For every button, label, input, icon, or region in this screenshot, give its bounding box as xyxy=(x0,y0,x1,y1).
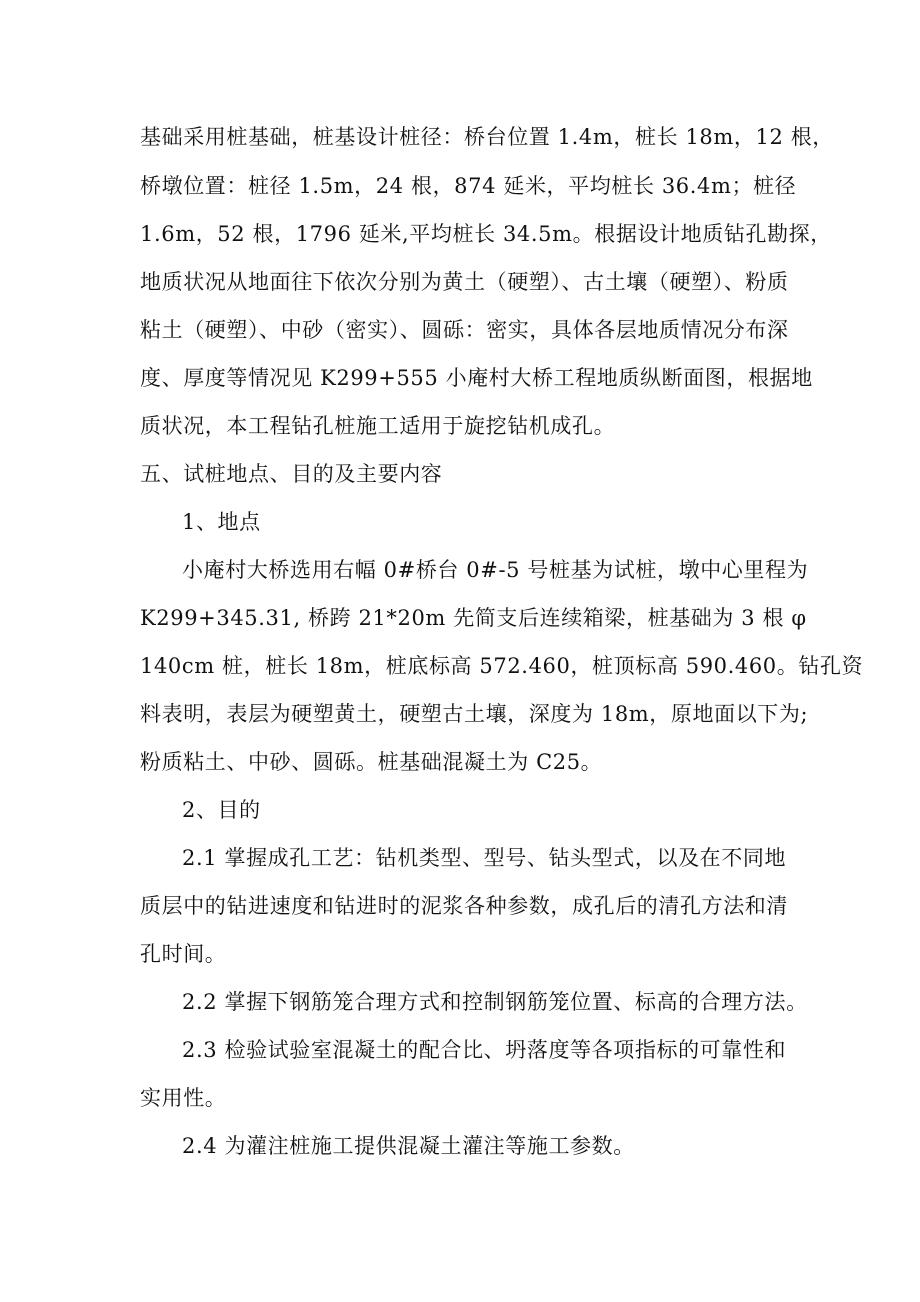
paragraph-line: 粘土（硬塑）、中砂（密实）、圆砾：密实，具体各层地质情况分布深 xyxy=(140,318,789,342)
paragraph-line: 桥墩位置：桩径 1.5m，24 根，874 延米，平均桩长 36.4m；桩径 xyxy=(140,174,797,198)
paragraph-line: 孔时间。 xyxy=(140,942,227,966)
section-heading: 五、试桩地点、目的及主要内容 xyxy=(140,462,443,486)
paragraph-line: 2.3 检验试验室混凝土的配合比、坍落度等各项指标的可靠性和 xyxy=(182,1038,787,1062)
paragraph-line: 基础采用桩基础，桩基设计桩径：桥台位置 1.4m，桩长 18m，12 根， xyxy=(140,125,834,149)
subsection-heading: 1、地点 xyxy=(182,510,261,534)
paragraph-line: 2.1 掌握成孔工艺：钻机类型、型号、钻头型式，以及在不同地 xyxy=(182,846,787,870)
paragraph-line: 1.6m，52 根，1796 延米,平均桩长 34.5m。根据设计地质钻孔勘探， xyxy=(140,222,832,246)
paragraph-line: 140cm 桩，桩长 18m，桩底标高 572.460，桩顶标高 590.460。钻孔资 xyxy=(140,654,864,678)
paragraph-line: 小庵村大桥选用右幅 0#桥台 0#-5 号桩基为试桩，墩中心里程为 xyxy=(182,558,809,582)
paragraph-line: 2.4 为灌注桩施工提供混凝土灌注等施工参数。 xyxy=(182,1134,635,1158)
paragraph-line: 度、厚度等情况见 K299+555 小庵村大桥工程地质纵断面图，根据地 xyxy=(140,366,813,390)
paragraph-line: 粉质粘土、中砂、圆砾。桩基础混凝土为 C25。 xyxy=(140,750,603,774)
paragraph-line: K299+345.31, 桥跨 21*20m 先简支后连续箱梁，桩基础为 3 根 φ xyxy=(140,606,807,630)
paragraph-line: 地质状况从地面往下依次分别为黄土（硬塑）、古土壤（硬塑）、粉质 xyxy=(140,270,789,294)
subsection-heading: 2、目的 xyxy=(182,798,261,822)
paragraph-line: 2.2 掌握下钢筋笼合理方式和控制钢筋笼位置、标高的合理方法。 xyxy=(182,990,808,1014)
paragraph-line: 质状况，本工程钻孔桩施工适用于旋挖钻机成孔。 xyxy=(140,414,616,438)
paragraph-line: 质层中的钻进速度和钻进时的泥浆各种参数，成孔后的清孔方法和清 xyxy=(140,894,788,918)
paragraph-line: 料表明，表层为硬塑黄土，硬塑古土壤，深度为 18m，原地面以下为; xyxy=(140,702,809,726)
paragraph-line: 实用性。 xyxy=(140,1086,227,1110)
